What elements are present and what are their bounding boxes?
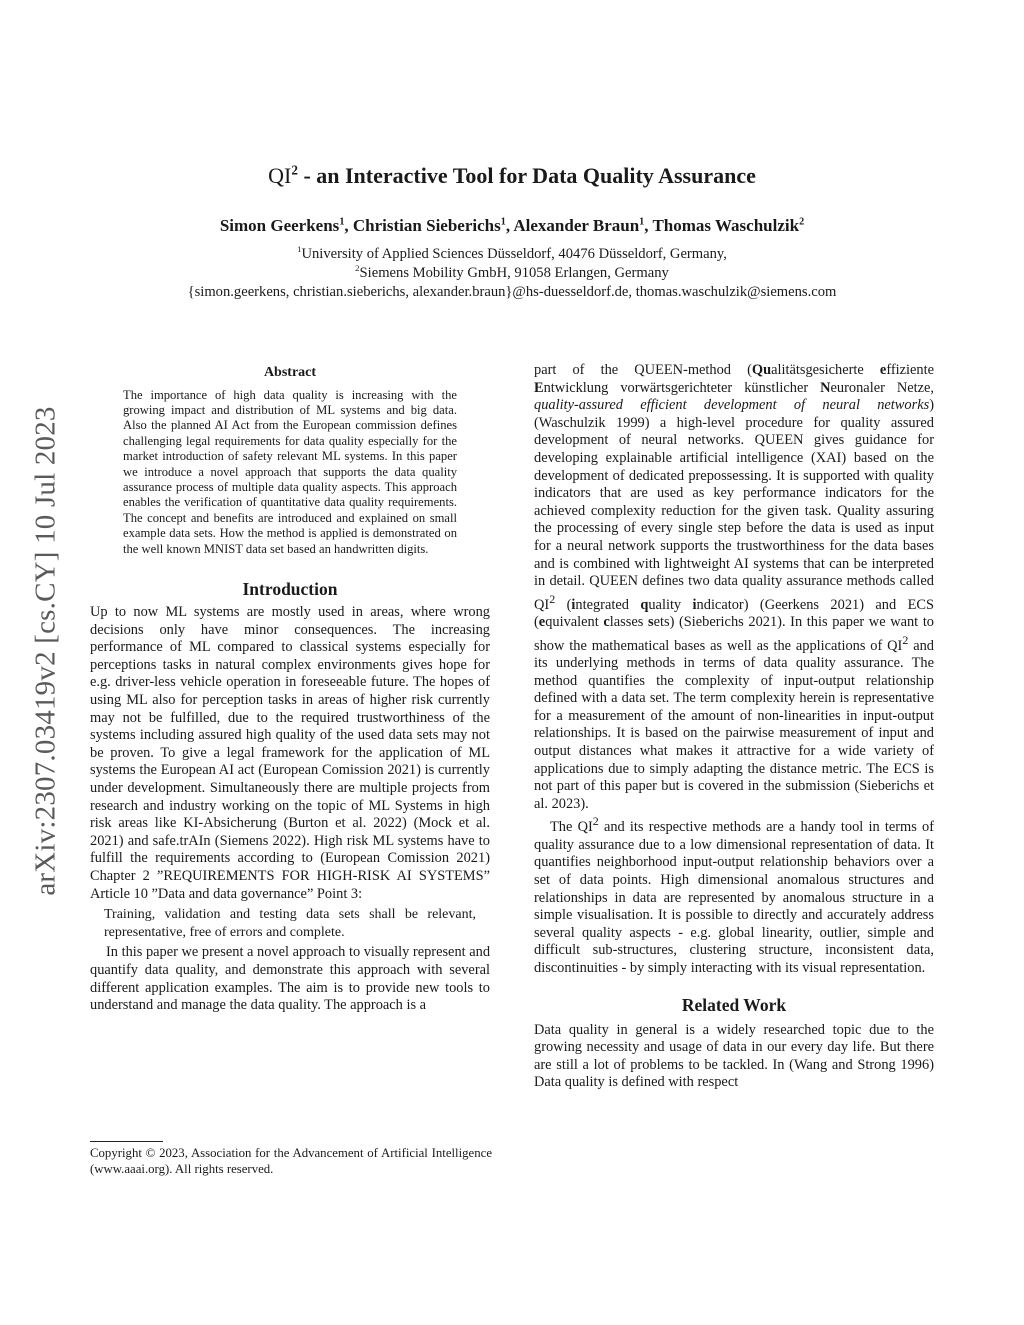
acronym-letter: Qu: [751, 362, 772, 378]
author-separator: ,: [505, 216, 514, 235]
text-run: euronaler Netze,: [830, 379, 935, 396]
text-run: and its respective methods are a handy tool in terms of quality assurance due to a low dimensional representation of data. It quantifies neighborhood input-output relationship behaviors over a set of data points. High dimensional anomalous structures and relationships in data are represented by anomalous structure in a simple visualisation. It is possible to directly and accurately address several quality aspects - e.g. global linearity, outlier, simple and difficult sub-structures, clustering structure, inconsistent data, discontinuities - by simply interacting with its visual representation.: [534, 819, 934, 976]
author-affiliation-mark: 1: [500, 216, 506, 228]
text-run: alitätsgesicherte: [771, 362, 880, 378]
introduction-paragraph-1: Up to now ML systems are mostly used in areas, where wrong decisions only have minor consequences. The increasing performance of ML compared to classical systems especially for perceptions tasks in natural complex environments gives hope for e.g. driver-less vehicle operation in foreseeable future. The hopes of using ML also for perception tasks in areas of higher risk currently may not be fulfilled, due to the required trustworthiness of the systems including assured high quality of the used data sets may not be proven. To give a legal framework for the application of ML systems the European AI act (European Comission 2021) is currently under development. Simultaneously there are multiple projects from research and industry working on the topic of ML Systems in high risk areas like KI-Absicherung (Burton et al. 2022) (Mock et al. 2021) and safe.trAIn (Siemens 2022). High risk ML systems have to fulfill the requirements according to (European Comission 2021) Chapter 2 ”REQUIREMENTS FOR HIGH-RISK AI SYSTEMS” Article 10 ”Data and data governance” Point 3:: [90, 604, 490, 902]
acronym-letter: c: [603, 614, 610, 631]
text-run: ffiziente: [886, 362, 934, 378]
text-run: ntwicklung vorwärtsgerichteter künstlicher: [543, 379, 821, 396]
affiliation-text: Siemens Mobility GmbH, 91058 Erlangen, Germany: [359, 265, 669, 281]
author-name: Simon Geerkens: [219, 216, 340, 235]
acronym-letter: s: [647, 614, 654, 631]
author-name: Christian Sieberichs: [352, 216, 501, 235]
author-name: Thomas Waschulzik: [652, 216, 800, 235]
text-run: lasses: [609, 614, 648, 631]
author-emails: {simon.geerkens, christian.sieberichs, alexander.braun}@hs-duesseldorf.de, thomas.waschulzik@siemens.com: [187, 284, 837, 300]
affiliation-mark: 2: [355, 263, 360, 274]
abstract-heading: Abstract: [263, 365, 317, 380]
author-separator: ,: [644, 216, 653, 235]
affiliations: [0, 245, 1024, 302]
acronym-letter: N: [820, 379, 831, 396]
text-run: uality: [648, 596, 693, 613]
queen-paragraph: [534, 362, 934, 813]
superscript: 2: [902, 632, 909, 647]
regulation-quote: Training, validation and testing data sets shall be relevant, representative, free of errors and complete.: [104, 907, 476, 940]
title-qi: QI: [268, 163, 292, 188]
qi2-paragraph: [534, 813, 934, 977]
text-run: ) (Waschulzik 1999) a high-level procedure for quality assured development of neural networks. QUEEN gives guidance for developing explainable artificial intelligence (XAI) based on the development of dedicated prepossessing. It is supported with quality indicators that are used as key performance indicators for the achieved complexity reduction for the given task. Quality assuring the processing of every single step before the data is used as input for a neural network supports the trustworthiness for the data bases and is combined with lightweight AI systems that can be interpreted in detail. QUEEN defines two data quality assurance methods called QI: [534, 397, 934, 613]
text-run: (: [555, 596, 572, 613]
abstract-text: The importance of high data quality is increasing with the growing impact and distribution of ML systems and big data. Also the planned AI Act from the European commission defines challenging legal requirements for data quality especially for the market introduction of safety relevant ML systems. In this paper we introduce a novel approach that supports the data quality assurance process of multiple data quality aspects. This approach enables the verification of quantitative data quality requirements. The concept and benefits are introduced and explained on small example data sets. How the method is applied is demonstrated on the well known MNIST data set based an handwritten digits.: [123, 387, 457, 556]
superscript: 2: [549, 591, 556, 606]
text-run: The QI: [550, 819, 593, 836]
acronym-letter: e: [538, 614, 546, 631]
text-run: ntegrated: [575, 596, 641, 613]
text-run: and its underlying methods in terms of data quality assurance. The method quantifies the complexity of input-output relationship defined with a data set. The term complexity herein is representative for a measurement of the amount of non-linearities in input-output relationships. It is based on the pairwise measurement of input and output distances what makes it attractive for a wide variety of applications due to simply adapting the distance metric. The ECS is not part of this paper but is covered in the submission (Sieberichs et al. 2023).: [534, 637, 934, 812]
acronym-letter: e: [879, 362, 887, 378]
arxiv-identifier: arXiv:2307.03419v2 [cs.CY] 10 Jul 2023: [29, 406, 62, 896]
author-list: [0, 216, 1024, 236]
related-work-heading: Related Work: [681, 994, 787, 1015]
acronym-letter: q: [640, 596, 649, 613]
author-separator: ,: [344, 216, 353, 235]
affiliation-mark: 1: [297, 244, 302, 255]
affiliation-2: [0, 264, 1024, 283]
text-run: ndicator) (Geerkens 2021) and ECS (: [534, 596, 934, 631]
author-name: Alexander Braun: [513, 216, 640, 235]
acronym-letter: i: [692, 596, 697, 613]
left-column: [90, 362, 490, 1015]
right-column: [534, 362, 934, 1092]
copyright-footnote: Copyright © 2023, Association for the Advancement of Artificial Intelligence (www.aaai.org). All rights reserved.: [90, 1146, 492, 1176]
affiliation-1: [0, 245, 1024, 264]
superscript: 2: [592, 814, 599, 829]
paper-title: [0, 163, 1024, 189]
text-run: quivalent: [545, 614, 604, 631]
introduction-heading: Introduction: [242, 579, 338, 600]
text-run: ets) (Sieberichs 2021). In this paper we want to show the mathematical bases as well as the applications of QI: [534, 614, 935, 654]
title-qi-superscript: 2: [291, 162, 298, 178]
acronym-letter: i: [571, 596, 576, 613]
author-affiliation-mark: 1: [339, 216, 345, 228]
footnote-rule: [90, 1141, 163, 1142]
introduction-paragraph-2: In this paper we present a novel approach to visually represent and quantify data quality, and demonstrate this approach with several different application examples. The aim is to provide new tools to understand and manage the data quality. The approach is a: [90, 944, 491, 1014]
author-affiliation-mark: 1: [639, 216, 645, 228]
author-affiliation-mark: 2: [799, 216, 805, 228]
english-translation: quality-assured efficient development of neural networks: [534, 397, 930, 414]
acronym-letter: E: [534, 379, 544, 396]
related-work-paragraph: Data quality in general is a widely researched topic due to the growing necessity and usage of data in our every day life. But there are still a lot of problems to be tackled. In (Wang and Strong 1996) Data quality is defined with respect: [534, 1021, 934, 1091]
text-run: part of the QUEEN-method (: [534, 362, 752, 378]
affiliation-text: University of Applied Sciences Düsseldorf, 40476 Düsseldorf, Germany,: [301, 246, 727, 262]
title-text: - an Interactive Tool for Data Quality Assurance: [297, 163, 756, 188]
